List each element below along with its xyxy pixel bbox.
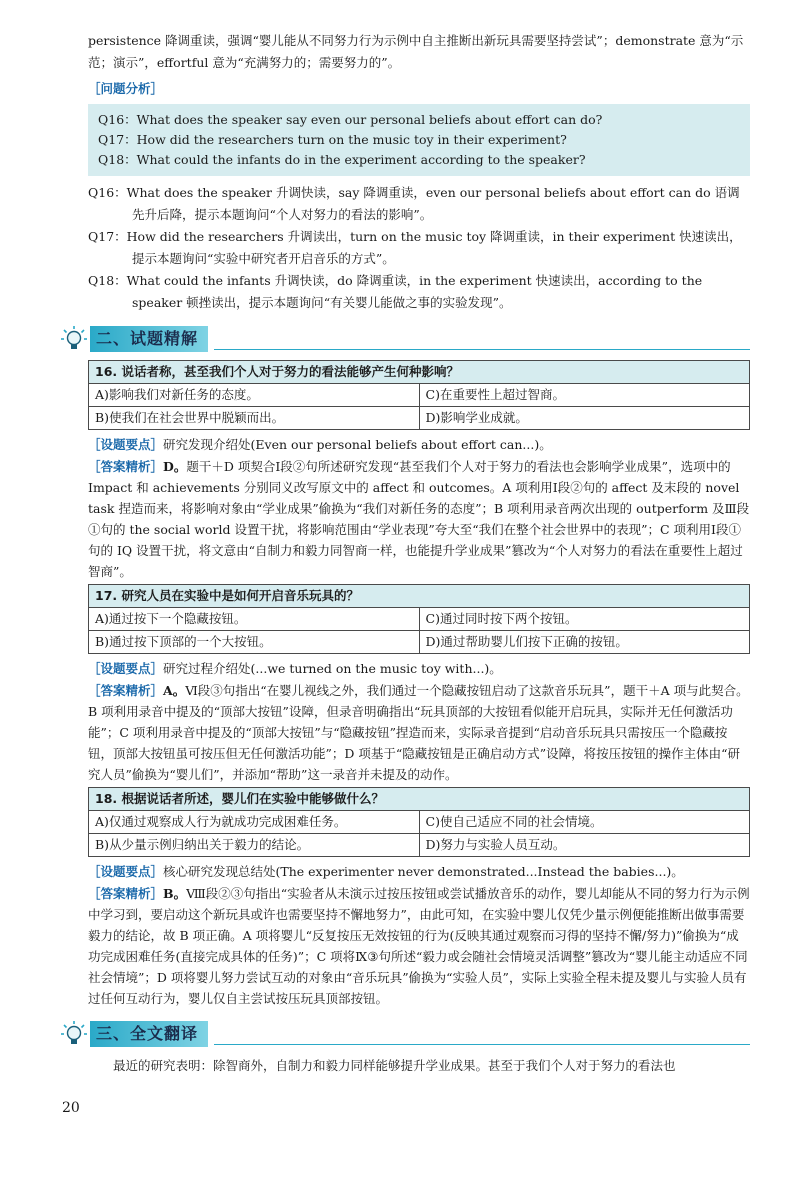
answer-18: [88, 883, 750, 1009]
question-table-18: [88, 787, 750, 857]
question-17-text: 17. 研究人员在实验中是如何开启音乐玩具的？: [89, 585, 750, 608]
analysis-q17: Q17：How did the researchers 升调读出，turn on the music toy 降调重读，in their experiment 快速读出，提示本题询问“实验中研究者开启音乐的方式”。: [88, 229, 742, 266]
answer-letter-16: D。: [163, 459, 187, 474]
page-number: 20: [62, 1100, 80, 1116]
point-16: [88, 434, 750, 456]
section-title-3: 三、全文翻译: [90, 1021, 208, 1047]
point-text-18: 核心研究发现总结处(The experimenter never demonstrated...Instead the babies...)。: [163, 864, 684, 879]
option-18-d: D)努力与实验人员互动。: [419, 834, 750, 857]
option-17-d: D)通过帮助婴儿们按下正确的按钮。: [419, 631, 750, 654]
section-title-2: 二、试题精解: [90, 326, 208, 352]
intro-paragraph: persistence 降调重读，强调“婴儿能从不同努力行为示例中自主推断出新玩具需要坚持尝试”；demonstrate 意为“示范；演示”，effortful 意为“充满努力的；需要努力的”。: [88, 33, 744, 70]
option-16-c: C)在重要性上超过智商。: [419, 384, 750, 407]
option-16-b: B)使我们在社会世界中脱颖而出。: [89, 407, 420, 430]
question-18-text: 18. 根据说话者所述，婴儿们在实验中能够做什么？: [89, 788, 750, 811]
option-17-c: C)通过同时按下两个按钮。: [419, 608, 750, 631]
translation-paragraph: 最近的研究表明：除智商外，自制力和毅力同样能够提升学业成果。甚至于我们个人对于努力的看法也: [113, 1058, 676, 1073]
question-q17: Q17：How did the researchers turn on the music toy in their experiment?: [98, 132, 567, 147]
answer-letter-18: B。: [163, 886, 187, 901]
answer-16: [88, 456, 750, 582]
problem-analysis-heading: [88, 78, 750, 100]
lightbulb-icon: [60, 1020, 88, 1048]
answer-letter-17: A。: [163, 683, 186, 698]
answer-text-17: Ⅵ段③句指出“在婴儿视线之外，我们通过一个隐藏按钮启动了这款音乐玩具”，题干＋A 项与此契合。B 项利用录音中提及的“顶部大按钮”设障，但录音明确指出“玩具顶部的大按钮看似能开启玩具，实际并无任何激活功能”；C 项利用录音中提及的“顶部大按钮”与“隐藏按钮”捏造而来，实际录音提到“启动音乐玩具只需按压一个隐藏按钮，顶部大按钮虽可按压但无任何激活功能”；D 项基于“隐藏按钮是正确启动方式”设障，将按压按钮的操作主体由“研究人员”偷换为“婴儿们”，并添加“帮助”这一录音并未提及的动作。: [88, 683, 749, 782]
question-q16: Q16：What does the speaker say even our personal beliefs about effort can do?: [98, 112, 603, 127]
question-box: [88, 104, 750, 176]
point-tag-18: ［设题要点］: [88, 864, 164, 879]
option-17-b: B)通过按下顶部的一个大按钮。: [89, 631, 420, 654]
point-17: [88, 658, 750, 680]
point-tag-17: ［设题要点］: [88, 661, 164, 676]
option-18-a: A)仅通过观察成人行为就成功完成困难任务。: [89, 811, 420, 834]
answer-text-18: Ⅷ段②③句指出“实验者从未演示过按压按钮或尝试播放音乐的动作，婴儿却能从不同的努力行为示例中学习到，要启动这个新玩具或许也需要坚持不懈地努力”，由此可知，在实验中婴儿仅凭少量示例便能推断出做事需要毅力的结论，故 B 项正确。A 项将婴儿“反复按压无效按钮的行为(反映其通过观察而习得的坚持不懈/努力)”偷换为“成功完成困难任务(直接完成具体的任务)”；C 项将Ⅸ③句所述“毅力或会随社会情境灵活调整”篡改为“婴儿能主动适应不同社会情境”；D 项将婴儿努力尝试互动的对象由“音乐玩具”偷换为“实验人员”，实际上实验全程未提及婴儿与实验人员有过任何互动行为，婴儿仅自主尝试按压玩具顶部按钮。: [88, 886, 750, 1006]
answer-tag-16: ［答案精析］: [88, 459, 164, 474]
problem-analysis-tag: ［问题分析］: [88, 81, 164, 96]
question-table-16: [88, 360, 750, 430]
point-text-16: 研究发现介绍处(Even our personal beliefs about effort can...)。: [163, 437, 552, 452]
answer-tag-18: ［答案精析］: [88, 886, 164, 901]
analysis-q18: Q18：What could the infants 升调快读，do 降调重读，in the experiment 快速读出，according to the speaker 顿挫读出，提示本题询问“有关婴儿能做之事的实验发现”。: [88, 273, 703, 310]
section-divider: [214, 349, 750, 350]
analysis-q16: Q16：What does the speaker 升调快读，say 降调重读，even our personal beliefs about effort can do 语调先升后降，提示本题询问“个人对努力的看法的影响”。: [88, 185, 740, 222]
answer-tag-17: ［答案精析］: [88, 683, 164, 698]
option-18-b: B)从少量示例归纳出关于毅力的结论。: [89, 834, 420, 857]
section-divider: [214, 1044, 750, 1045]
question-16-text: 16. 说话者称，甚至我们个人对于努力的看法能够产生何种影响？: [89, 361, 750, 384]
lightbulb-icon: [60, 325, 88, 353]
section-heading-3: [60, 1019, 750, 1049]
option-17-a: A)通过按下一个隐藏按钮。: [89, 608, 420, 631]
answer-17: [88, 680, 750, 785]
point-18: [88, 861, 750, 883]
option-16-a: A)影响我们对新任务的态度。: [89, 384, 420, 407]
option-16-d: D)影响学业成就。: [419, 407, 750, 430]
question-table-17: [88, 584, 750, 654]
point-tag-16: ［设题要点］: [88, 437, 164, 452]
answer-text-16: 题干＋D 项契合Ⅰ段②句所述研究发现“甚至我们个人对于努力的看法也会影响学业成果”，选项中的 Impact 和 achievements 分别同义改写原文中的 affect 和 outcomes。A 项利用Ⅰ段②句的 affect 及末段的 novel task 捏造而来，将影响对象由“学业成果”偷换为“我们对新任务的态度”；B 项利用录音两次出现的 outperform 及Ⅲ段①句的 the social world 设置干扰，将影响范围由“学业表现”夸大至“我们在整个社会世界中的表现”；C 项利用Ⅰ段①句的 IQ 设置干扰，将文意由“自制力和毅力同智商一样，也能提升学业成果”篡改为“个人对努力的看法在重要性上超过智商”。: [88, 459, 750, 579]
option-18-c: C)使自己适应不同的社会情境。: [419, 811, 750, 834]
point-text-17: 研究过程介绍处(...we turned on the music toy with...)。: [163, 661, 502, 676]
section-heading-2: [60, 324, 750, 354]
question-q18: Q18：What could the infants do in the experiment according to the speaker?: [98, 152, 586, 167]
